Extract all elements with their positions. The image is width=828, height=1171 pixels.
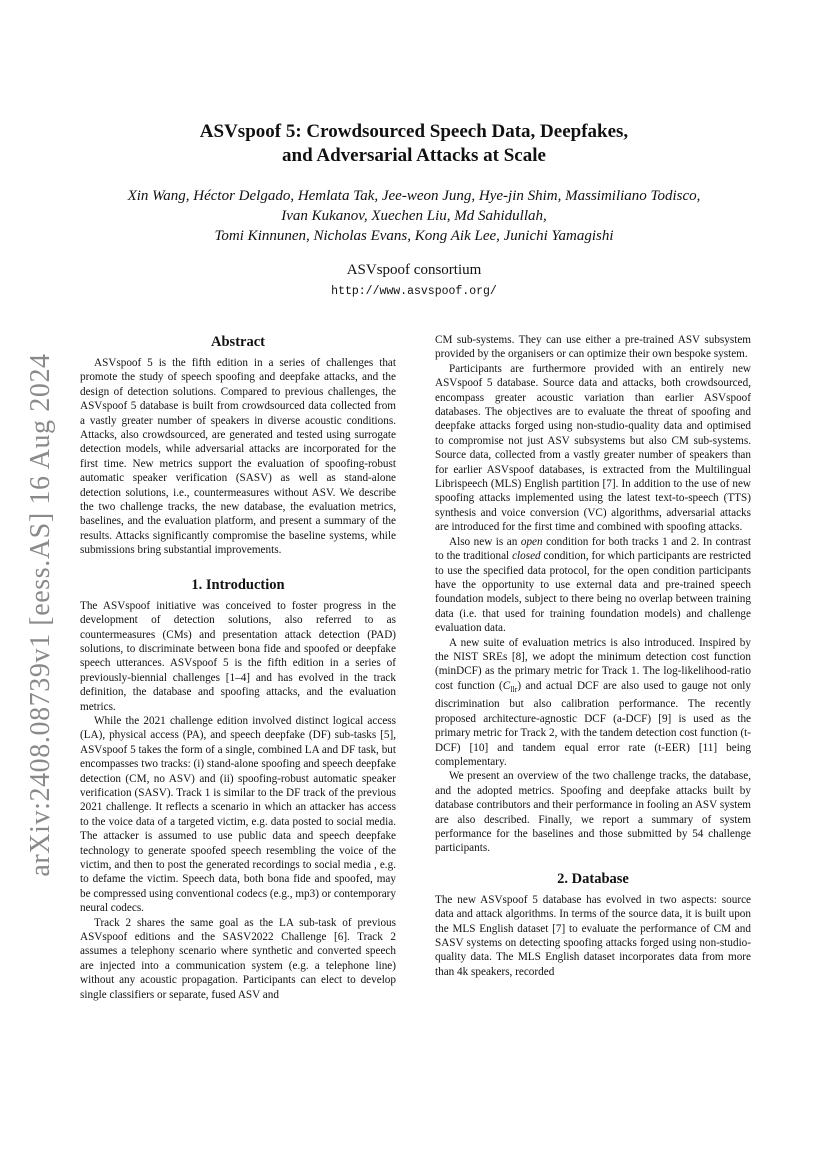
cllr-symbol: C <box>502 679 511 692</box>
left-column <box>80 333 396 1002</box>
author-line-2: Ivan Kukanov, Xuechen Liu, Md Sahidullah, <box>281 208 547 224</box>
introduction-heading: 1. Introduction <box>191 576 285 593</box>
author-line-1: Xin Wang, Héctor Delgado, Hemlata Tak, Jee-weon Jung, Hye-jin Shim, Massimiliano Todisco, <box>127 188 701 204</box>
open-emphasis: open <box>520 535 543 548</box>
intro-paragraph-2: While the 2021 challenge edition involved distinct logical access (LA), physical access (PA), and speech deepfake (DF) sub-tasks [5], ASVspoof 5 takes the form of a single, combined LA and DF task, but encompasses two tracks: (i) stand-alone spoofing and speech deepfake detection (CM, no ASV) and (ii) spoofing-robust automatic speaker verification (SASV). Track 1 is similar to the DF track of the previous 2021 challenge. It reflects a scenario in which an attacker has access to the voice data of a targeted victim, e.g. data posted to social media. The attacker is assumed to use public data and speech deepfake technology to generate spoofed speech resembling the voice of the victim, and then to post the generated recordings to social media , e.g. to defame the victim. Speech data, both bona fide and spoofed, may be compressed using conventional codecs (e.g., mp3) or contemporary neural codecs. <box>80 714 396 915</box>
intro-paragraph-1: The ASVspoof initiative was conceived to foster progress in the development of detection solutions, also referred to as countermeasures (CMs) and presentation attack detection (PAD) solutions, to discriminate between bona fide and spoofed or deepfake speech utterances. ASVspoof 5 is the fifth edition in a series of previously-biennial challenges [1–4] and has evolved in the track definition, the database and spoofing attacks, and the evaluation metrics. <box>80 599 396 713</box>
right-paragraph-2: Participants are furthermore provided with an entirely new ASVspoof 5 database. Source data and attacks, both crowdsourced, encompass greater acoustic variation than earlier ASVspoof databases. The objectives are to evaluate the threat of spoofing and deepfake attacks forged using non-studio-quality data and optimised to compromise not just ASV subsystems but also CM sub-systems. Source data, collected from a vastly greater number of speakers than for earlier ASVspoof databases, is extracted from the Multilingual Librispeech (MLS) English partition [7]. In addition to the use of new spoofing attacks implemented using the latest text-to-speech (TTS) synthesis and voice conversion (VC) algorithms, adversarial attacks are introduced for the first time and combined with spoofing attacks. <box>435 362 751 534</box>
website-url[interactable]: http://www.asvspoof.org/ <box>331 285 497 298</box>
arxiv-identifier: arXiv:2408.08739v1 [eess.AS] 16 Aug 2024 <box>25 353 56 877</box>
author-line-3: Tomi Kinnunen, Nicholas Evans, Kong Aik Lee, Junichi Yamagishi <box>214 228 614 244</box>
right-column <box>435 333 751 979</box>
metrics-paragraph: A new suite of evaluation metrics is also introduced. Inspired by the NIST SREs [8], we adopt the minimum detection cost function (minDCF) as the primary metric for Track 1. The log-likelihood-ratio cost function $(C_{llr})$ and actual DCF are also used to gauge not only discrimination but also calibration performance. The recently proposed architecture-agnostic DCF (a-DCF) [9] is used as the primary metric for Track 2, with the tandem detection cost function (t-DCF) [10] and tandem equal error rate (t-EER) [11] being complementary. <box>435 636 752 769</box>
right-paragraph-1: CM sub-systems. They can use either a pre-trained ASV subsystem provided by the organisers or can optimize their own bespoke system. <box>435 334 751 361</box>
arxiv-side-stamp <box>16 350 66 880</box>
overview-paragraph: We present an overview of the two challenge tracks, the database, and the adopted metrics. Spoofing and deepfake attacks built by database contributors and their performance in fooling an ASV system are also described. Finally, we report a summary of system performance for the baselines and those submitted by 54 challenge participants. <box>435 770 751 855</box>
intro-paragraph-3: Track 2 shares the same goal as the LA sub-task of previous ASVspoof editions and the SASV2022 Challenge [6]. Track 2 assumes a telephony scenario where synthetic and converted speech are injected into a communication system (e.g. a telephone line) without any acoustic propagation. Participants can elect to develop single classifiers or separate, fused ASV and <box>80 916 396 1001</box>
author-list <box>0 186 828 246</box>
abstract-heading: Abstract <box>211 334 265 350</box>
title-line-1: ASVspoof 5: Crowdsourced Speech Data, Deepfakes, <box>199 121 629 142</box>
organization: ASVspoof consortium <box>346 262 482 278</box>
database-paragraph: The new ASVspoof 5 database has evolved in two aspects: source data and attack algorithms. In terms of the source data, it is built upon the MLS English dataset [7] to evaluate the performance of CM and SASV systems on detecting spoofing attacks forged using non-studio-quality data. The MLS English dataset incorporates data from more than 4k speakers, recorded <box>435 893 751 978</box>
closed-emphasis: closed <box>512 550 541 563</box>
database-heading: 2. Database <box>557 870 629 887</box>
paper-title <box>0 120 828 168</box>
abstract-text: ASVspoof 5 is the fifth edition in a series of challenges that promote the study of speech spoofing and deepfake attacks, and the design of detection solutions. Compared to previous challenges, the ASVspoof 5 database is built from crowdsourced data collected from a vastly greater number of speakers in diverse acoustic conditions. Attacks, also crowdsourced, are generated and tested using surrogate detection models, while adversarial attacks are incorporated for the first time. New metrics support the evaluation of spoofing-robust automatic speaker verification (SASV) as well as stand-alone detection solutions, i.e., countermeasures without ASV. We describe the two challenge tracks, the new database, the evaluation metrics, baselines, and the evaluation platform, and present a summary of the results. Attacks significantly compromise the baseline systems, while submissions bring substantial improvements. <box>80 357 396 557</box>
title-line-2: and Adversarial Attacks at Scale <box>282 145 546 166</box>
cllr-subscript: llr <box>510 684 518 694</box>
open-condition-paragraph: Also new is an open condition for both tracks 1 and 2. In contrast to the traditional closed condition, for which participants are restricted to use the specified data protocol, for the open condition participants have the opportunity to use external data and pre-trained speech foundation models, subject to there being no overlap between training data (i.e. that used for training foundation models) and challenge evaluation data. <box>435 535 752 635</box>
